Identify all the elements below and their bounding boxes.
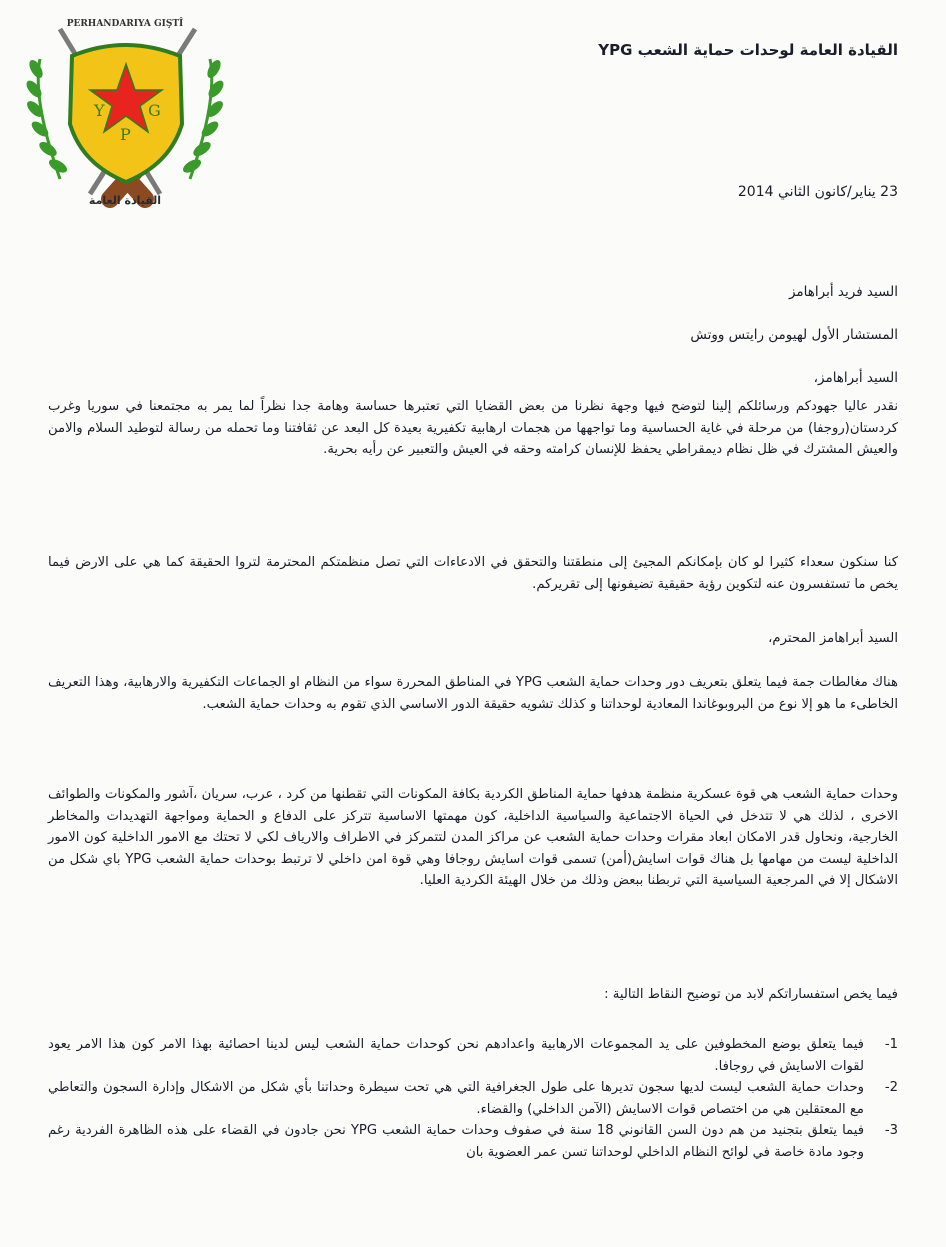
letter-date: 23 يناير/كانون الثاني 2014 bbox=[737, 184, 898, 200]
list-item-text: وحدات حماية الشعب ليست لديها سجون تديرها على طول الجغرافية التي هي تحت سيطرة وحداتنا بأي شكل من الاشكال وإدارة السجون والتعاطي مع المعتقلين هي من اختصاص قوات الاسايش (الآمن الداخلي) والقضاء. bbox=[48, 1080, 864, 1117]
emblem-letter-g: G bbox=[148, 101, 161, 120]
paragraph-invitation: كنا سنكون سعداء كثيرا لو كان بإمكانكم المجيئ إلى منطقتنا والتحقق في الادعاءات التي تصل منظمتكم المحترمة لتروا الحقيقة كما هي على الارض فيما يخص ما تستفسرون عنه لتكوين رؤية حقيقية تضيفونها إلى تقريركم. bbox=[48, 555, 898, 592]
list-item-number: 2- bbox=[884, 1080, 898, 1095]
laurel-left-icon bbox=[24, 58, 69, 179]
emblem-letter-y: Y bbox=[94, 101, 105, 120]
addressee-position: المستشار الأول لهيومن رايتس ووتش bbox=[690, 327, 898, 343]
paragraph-second-salutation: السيد أبراهامز المحترم، bbox=[768, 631, 898, 646]
paragraph-ypg-role: وحدات حماية الشعب هي قوة عسكرية منظمة هدفها حماية المناطق الكردية بكافة المكونات التي تقطنها من كرد ، عرب، سريان ،آشور والمكونات والطوائف الاخرى ، لذلك هي لا تتدخل في الحياة الاجتماعية والسياسية الداخلية، كون مهمتها الاساسية تتركز على الدفاع و الحماية ومواجهة التهديدات والمخاطر الخارجية، ونحاول قدر الامكان ابعاد مقرات وحدات حماية الشعب عن مراكز المدن لتتمركز في الاطراف والارياف لكي لا تحتك مع الامور الداخلية كون الامور الداخلية ليست من مهامها بل هناك قوات اسايش(أمن) تسمى قوات اسايش روجافا وهي قوة امن داخلي لا ترتبط بوحدات حماية الشعب YPG باي شكل من الاشكال إلا في المرجعية السياسية التي تربطنا ببعض وذلك من خلال الهيئة الكردية العليا. bbox=[48, 787, 898, 888]
organization-title: القيادة العامة لوحدات حماية الشعب YPG bbox=[598, 41, 898, 59]
addressee-name: السيد فريد أبراهامز bbox=[788, 284, 898, 300]
emblem-bottom-text: القيادة العامة bbox=[88, 194, 162, 207]
salutation: السيد أبراهامز، bbox=[813, 370, 898, 386]
list-item bbox=[48, 1120, 898, 1163]
paragraph-misconceptions: هناك مغالطات جمة فيما يتعلق بتعريف دور وحدات حماية الشعب YPG في المناطق المحررة سواء من النظام او الجماعات التكفيرية والارهابية، وهذا التعريف الخاطىء ما هو إلا نوع من البروبوغاندا المعادية لوحداتنا و كذلك تشويه حقيقة الدور الاساسي الذي تقوم به وحدات حماية الشعب. bbox=[48, 675, 898, 712]
list-item bbox=[48, 1034, 898, 1077]
list-item-number: 3- bbox=[884, 1123, 898, 1138]
emblem-letter-p: P bbox=[120, 125, 131, 144]
list-item-text: فيما يتعلق بوضع المخطوفين على يد المجموعات الارهابية واعدادهم نحن كوحدات حماية الشعب ليس لدينا احصائية بهذا الامر كون هذا الامر يعود لقوات الاسايش في روجافا. bbox=[48, 1037, 864, 1074]
list-item-text: فيما يتعلق بتجنيد من هم دون السن القانوني 18 سنة في صفوف وحدات حماية الشعب YPG نحن جادون في القضاء على هذه الظاهرة الفردية رغم وجود مادة خاصة في لوائح النظام الداخلي لوحداتنا تسن عمر العضوية بان bbox=[48, 1123, 865, 1160]
paragraph-appreciation: نقدر عاليا جهودكم ورسائلكم إلينا لتوضح فيها وجهة نظرنا من بعض القضايا التي تعتبرها حساسة وهامة جدا نظراً لما يمر به مجتمعنا في سوريا وغرب كردستان(روجفا) من مرحلة في غاية الحساسية وما تواجهها من هجمات ارهابية تكفيرية بعيدة كل البعد عن ثقافتنا وما تحمله من رسالة لتوطيد السلام والامن والعيش المشترك في ظل نظام ديمقراطي يحفظ للإنسان كرامته وحقه في العيش والتعبير عن رأيه بحرية. bbox=[48, 399, 898, 457]
ypg-emblem-logo bbox=[10, 4, 240, 209]
list-item bbox=[48, 1077, 898, 1120]
laurel-right-icon bbox=[181, 58, 226, 179]
emblem-top-text: PERHANDARIYA GIŞTÎ bbox=[66, 19, 184, 29]
paragraph-points-intro: فيما يخص استفساراتكم لابد من توضيح النقاط التالية : bbox=[604, 987, 898, 1002]
points-list bbox=[48, 1034, 898, 1163]
list-item-number: 1- bbox=[884, 1037, 898, 1052]
